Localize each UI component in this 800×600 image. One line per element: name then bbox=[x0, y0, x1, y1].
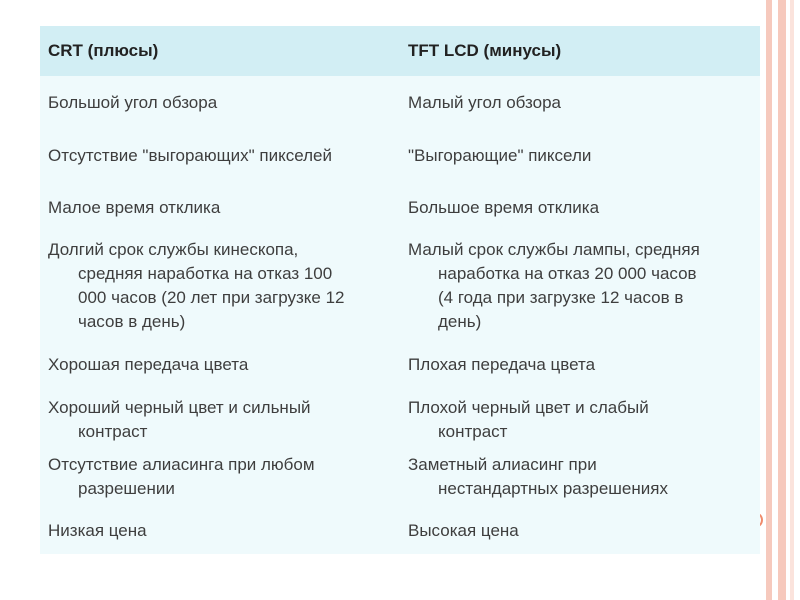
table-cell-lcd bbox=[408, 91, 561, 115]
table-cell-crt bbox=[48, 144, 332, 168]
cell-line: Малое время отклика bbox=[48, 198, 221, 217]
table-cell-lcd bbox=[408, 144, 591, 168]
cell-line: "Выгорающие" пиксели bbox=[408, 146, 592, 165]
cell-line: разрешении bbox=[78, 479, 175, 498]
cell-line: часов в день) bbox=[78, 312, 186, 331]
table-cell-lcd bbox=[408, 453, 668, 501]
table-cell-lcd bbox=[408, 519, 519, 543]
cell-line: Хорошая передача цвета bbox=[48, 355, 249, 374]
decorative-border-stripe bbox=[778, 0, 786, 600]
cell-line: 000 часов (20 лет при загрузке 12 bbox=[78, 288, 345, 307]
cell-line: Отсутствие "выгорающих" пикселей bbox=[48, 146, 332, 165]
table-cell-crt bbox=[48, 453, 315, 501]
table-cell-lcd bbox=[408, 353, 595, 377]
table-cell-crt bbox=[48, 396, 311, 444]
cell-line: (4 года при загрузке 12 часов в bbox=[438, 288, 684, 307]
comparison-table bbox=[40, 26, 760, 554]
cell-line: день) bbox=[438, 312, 482, 331]
cell-line: Хороший черный цвет и сильный bbox=[48, 398, 311, 417]
table-cell-crt bbox=[48, 91, 217, 115]
cell-line: Высокая цена bbox=[408, 521, 519, 540]
cell-line: Плохая передача цвета bbox=[408, 355, 596, 374]
cell-line: Малый срок службы лампы, средняя bbox=[408, 240, 700, 259]
cell-line: Низкая цена bbox=[48, 521, 147, 540]
table-cell-lcd bbox=[408, 396, 649, 444]
cell-line: средняя наработка на отказ 100 bbox=[78, 264, 333, 283]
cell-line: Большое время отклика bbox=[408, 198, 600, 217]
table-cell-lcd bbox=[408, 196, 599, 220]
column-header-crt: CRT (плюсы) bbox=[48, 41, 159, 60]
cell-line: Малый угол обзора bbox=[408, 93, 561, 112]
cell-line: Заметный алиасинг при bbox=[408, 455, 597, 474]
table-cell-crt bbox=[48, 519, 147, 543]
cell-line: Отсутствие алиасинга при любом bbox=[48, 455, 315, 474]
table-cell-lcd bbox=[408, 238, 700, 334]
cell-line: контраст bbox=[78, 422, 148, 441]
table-cell-crt bbox=[48, 196, 220, 220]
cell-line: Большой угол обзора bbox=[48, 93, 218, 112]
cell-line: контраст bbox=[438, 422, 508, 441]
decorative-border-stripe bbox=[766, 0, 772, 600]
cell-line: наработка на отказ 20 000 часов bbox=[438, 264, 697, 283]
column-header-lcd: TFT LCD (минусы) bbox=[408, 41, 562, 60]
table-cell-crt bbox=[48, 238, 345, 334]
cell-line: Долгий срок службы кинескопа, bbox=[48, 240, 299, 259]
decorative-border-stripe bbox=[790, 0, 794, 600]
cell-line: нестандартных разрешениях bbox=[438, 479, 668, 498]
table-cell-crt bbox=[48, 353, 248, 377]
cell-line: Плохой черный цвет и слабый bbox=[408, 398, 649, 417]
